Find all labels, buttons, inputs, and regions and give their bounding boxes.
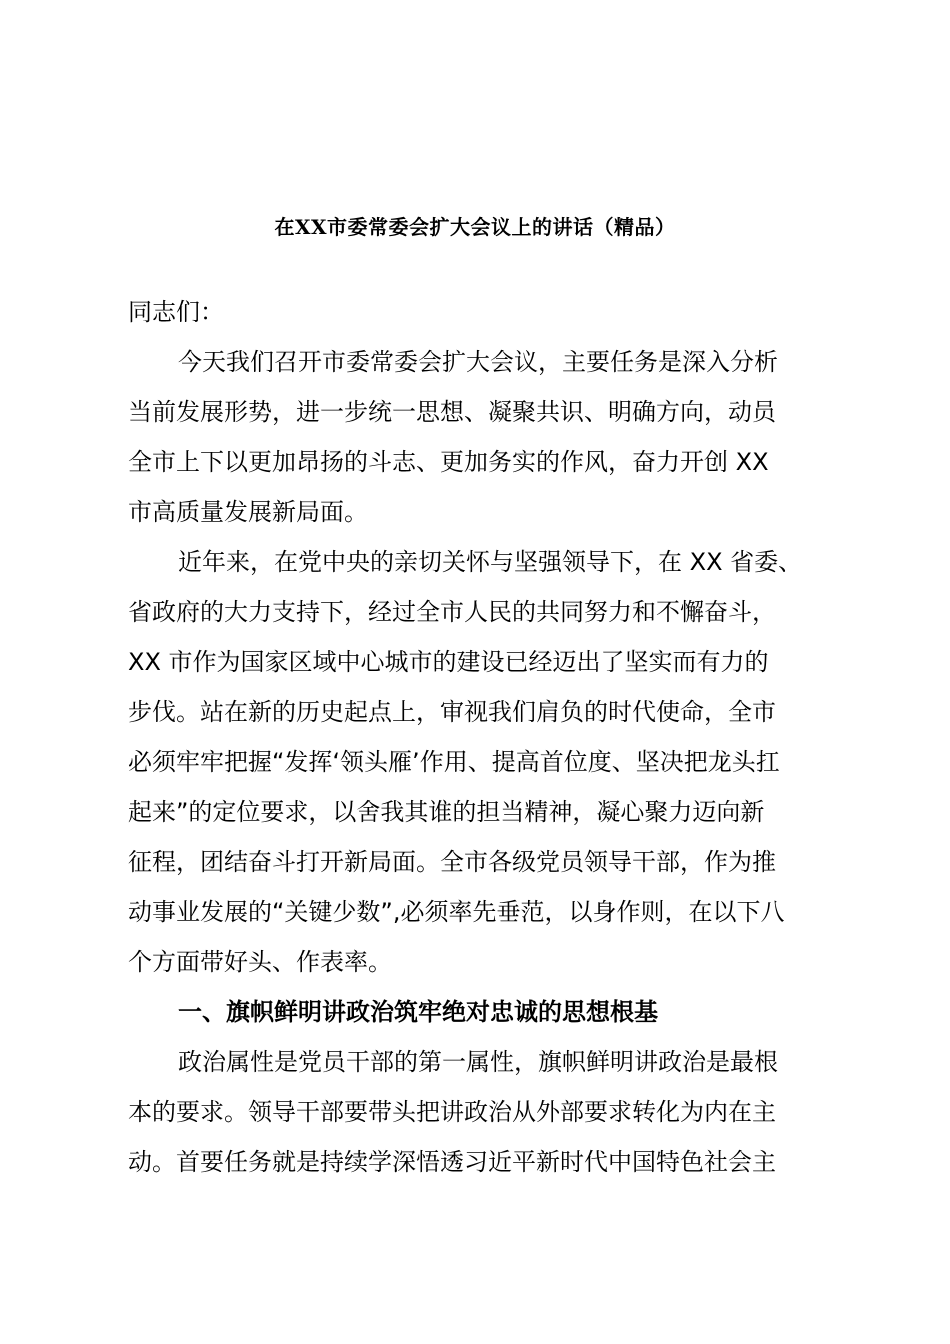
paragraph-1-line: 全市上下以更加昂扬的斗志、更加务实的作风，奋力开创 XX (128, 448, 769, 476)
salutation: 同志们： (128, 298, 224, 326)
paragraph-2-line: 动事业发展的“关键少数”,必须率先垂范，以身作则，在以下八 (128, 898, 785, 926)
paragraph-2-line: 征程，团结奋斗打开新局面。全市各级党员领导干部，作为推 (128, 848, 776, 876)
paragraph-2-line: XX 市作为国家区域中心城市的建设已经迈出了坚实而有力的 (128, 648, 769, 676)
paragraph-3-line: 政治属性是党员干部的第一属性，旗帜鲜明讲政治是最根 (178, 1048, 778, 1076)
paragraph-1-line: 今天我们召开市委常委会扩大会议，主要任务是深入分析 (178, 348, 778, 376)
paragraph-2-line: 步伐。站在新的历史起点上，审视我们肩负的时代使命，全市 (128, 698, 776, 726)
paragraph-2-line: 省政府的大力支持下，经过全市人民的共同努力和不懈奋斗， (128, 598, 776, 626)
paragraph-3-line: 本的要求。领导干部要带头把讲政治从外部要求转化为内在主 (128, 1098, 776, 1126)
section-heading-1: 一、旗帜鲜明讲政治筑牢绝对忠诚的思想根基 (178, 998, 658, 1026)
paragraph-3-line: 动。首要任务就是持续学深悟透习近平新时代中国特色社会主 (128, 1148, 776, 1176)
paragraph-2-line: 必须牢牢把握“发挥‘领头雁’作用、提高首位度、坚决把龙头扛 (128, 748, 780, 776)
paragraph-2-line: 近年来，在党中央的亲切关怀与坚强领导下，在 XX 省委、 (178, 548, 803, 576)
paragraph-1-line: 市高质量发展新局面。 (128, 498, 368, 526)
document-title: 在XX市委常委会扩大会议上的讲话（精品） (274, 215, 676, 240)
paragraph-1-line: 当前发展形势，进一步统一思想、凝聚共识、明确方向，动员 (128, 398, 776, 426)
paragraph-2-line: 起来”的定位要求，以舍我其谁的担当精神，凝心聚力迈向新 (128, 798, 765, 826)
paragraph-2-line: 个方面带好头、作表率。 (128, 948, 392, 976)
